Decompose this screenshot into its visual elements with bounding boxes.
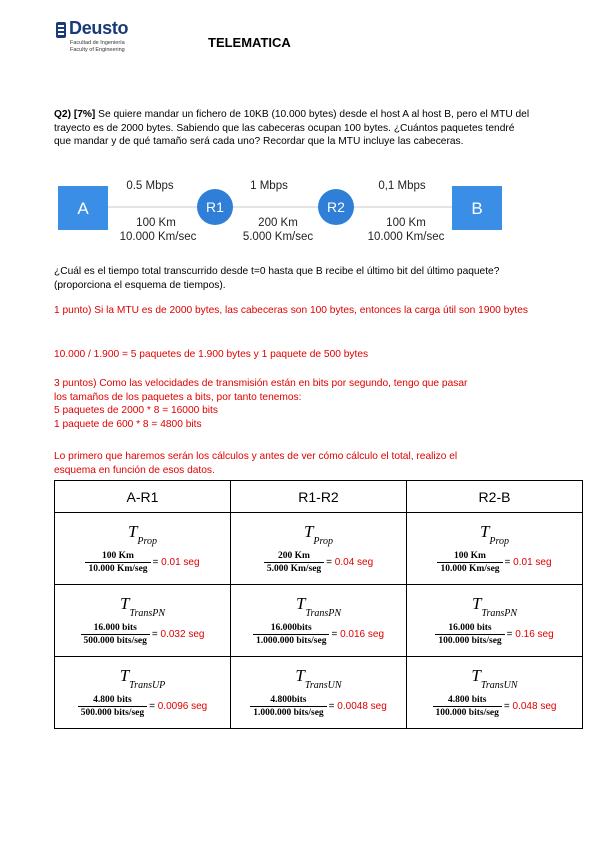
table-cell: $T_{Prop}$ $\frac{100 Km}{\text{10.000 Km/seg}}$ = 0.01 seg	[407, 513, 583, 585]
symbol-t: T	[479, 521, 490, 541]
table-cell: $T_{TransPN}$ $\frac{\text{16.000 bits}}{\text{500.000 bits/seg}}$ = 0.032 seg	[55, 585, 231, 657]
fraction-numerator: 16.000 bits	[93, 623, 137, 634]
fraction-denominator: 5.000 Km/seg	[264, 562, 324, 574]
fraction-denominator: 100.000 bits/seg	[433, 706, 502, 718]
table-cell: $T_{TransUN}$ $\frac{\text{4.800bits}}{\text{1.000.000 bits/seg}}$ = 0.0048 seg	[231, 657, 407, 729]
table-row	[55, 585, 583, 657]
formula-symbol	[304, 523, 333, 547]
shield-icon	[56, 22, 66, 38]
answer-p3-line-1: 3 puntos) Como las velocidades de transmisión están en bits por segundo, tengo que pasar	[54, 378, 468, 389]
symbol-t: T	[295, 593, 306, 613]
answer-p3-line-2: los tamaños de los paquetes a bits, por tanto tenemos:	[54, 391, 302, 403]
symbol-subscript: TransPN	[129, 608, 166, 620]
result-value: 0.048 seg	[512, 701, 557, 713]
table-header-row	[55, 481, 583, 513]
fraction-denominator: 1.000.000 bits/seg	[250, 706, 326, 718]
symbol-t: T	[119, 593, 130, 613]
symbol-t: T	[471, 665, 481, 685]
fraction	[437, 551, 502, 574]
logo-subtitle-line-2: Faculty of Engineering	[70, 46, 125, 53]
fraction-numerator: 200 Km	[278, 551, 310, 562]
answer-paragraph-2: 10.000 / 1.900 = 5 paquetes de 1.900 bytes y 1 paquete de 500 bytes	[54, 349, 369, 360]
fraction-numerator: 100 Km	[454, 551, 486, 562]
answer-paragraph-4	[54, 450, 554, 477]
result-value: 0.016 seg	[340, 629, 385, 641]
fraction-numerator: 4.800bits	[270, 695, 307, 706]
table-row	[55, 513, 583, 585]
symbol-t: T	[471, 593, 482, 613]
result-value: 0.16 seg	[515, 629, 554, 641]
fraction-denominator: 1.000.000 bits/seg	[253, 634, 329, 646]
symbol-subscript: TransPN	[305, 608, 342, 620]
result-value: 0.04 seg	[334, 557, 374, 569]
fraction	[85, 551, 150, 574]
link1-distance: 100 Km	[136, 217, 176, 229]
host-a-label: A	[77, 199, 89, 218]
fraction-numerator: 4.800 bits	[447, 695, 487, 706]
symbol-t: T	[119, 665, 130, 685]
column-header: R2-B	[407, 481, 583, 513]
router-r1-label: R1	[206, 199, 224, 215]
formula-symbol	[480, 523, 509, 547]
result-value: 0.0096 seg	[157, 701, 208, 713]
fraction-numerator: 16.000bits	[270, 623, 312, 634]
answer-paragraph-3	[54, 377, 554, 431]
fraction	[250, 695, 326, 718]
fraction-denominator: 500.000 bits/seg	[78, 706, 147, 718]
answer-p4-line-2: esquema en función de esos datos.	[54, 464, 215, 476]
answer-p3-line-3: 5 paquetes de 2000 * 8 = 16000 bits	[54, 405, 218, 417]
fraction-denominator: 10.000 Km/seg	[437, 562, 502, 574]
column-header: R1-R2	[231, 481, 407, 513]
link2-rate: 1 Mbps	[250, 180, 288, 192]
fraction-denominator: 500.000 bits/seg	[81, 634, 150, 646]
formula-symbol	[295, 667, 341, 691]
calculation-table	[54, 480, 583, 729]
symbol-subscript: Prop	[137, 536, 158, 548]
table-cell: $T_{TransPN}$ $\frac{\text{16.000 bits}}{\text{100.000 bits/seg}}$ = 0.16 seg	[407, 585, 583, 657]
symbol-t: T	[303, 521, 314, 541]
question-total-time: ¿Cuál es el tiempo total transcurrido desde t=0 hasta que B recibe el último bit del último paquete? (proporciona el esquema de tiempos).	[54, 266, 500, 291]
fraction	[253, 623, 329, 646]
table-cell: $T_{TransUP}$ $\frac{\text{4.800 bits}}{\text{500.000 bits/seg}}$ = 0.0096 seg	[55, 657, 231, 729]
question-label: Q2) [7%]	[54, 109, 96, 120]
symbol-subscript: TransUP	[129, 680, 166, 692]
question-text	[54, 108, 534, 149]
column-header: A-R1	[55, 481, 231, 513]
table-cell: $T_{Prop}$ $\frac{200 Km}{\text{5.000 Km/seg}}$ = 0.04 seg	[231, 513, 407, 585]
fraction-denominator: 10.000 Km/seg	[85, 562, 150, 574]
link1-speed: 10.000 Km/sec	[119, 231, 197, 243]
link3-speed: 10.000 Km/sec	[367, 231, 445, 243]
result-value: 0.032 seg	[160, 629, 205, 641]
symbol-subscript: TransPN	[481, 608, 518, 620]
fraction-numerator: 16.000 bits	[448, 623, 492, 634]
table-row	[55, 657, 583, 729]
document-title: TELEMATICA	[208, 35, 291, 50]
link2-distance: 200 Km	[258, 217, 298, 229]
fraction	[78, 695, 147, 718]
link2-speed: 5.000 Km/sec	[242, 231, 314, 243]
logo-subtitle-line-1: Facultad de Ingeniería	[70, 40, 125, 46]
fraction-denominator: 100.000 bits/seg	[435, 634, 504, 646]
fraction	[264, 551, 324, 574]
logo-name: Deusto	[69, 18, 129, 38]
symbol-t: T	[295, 665, 305, 685]
formula-symbol	[120, 667, 166, 691]
answer-p3-line-4: 1 paquete de 600 * 8 = 4800 bits	[54, 418, 202, 430]
symbol-subscript: TransUN	[480, 680, 518, 692]
table-cell: $T_{TransPN}$ $\frac{\text{16.000bits}}{\text{1.000.000 bits/seg}}$ = 0.016 seg	[231, 585, 407, 657]
symbol-subscript: TransUN	[304, 680, 342, 692]
fraction	[435, 623, 504, 646]
symbol-subscript: Prop	[313, 536, 334, 548]
table-cell: $T_{Prop}$ $\frac{100 Km}{\text{10.000 Km/seg}}$ = 0.01 seg	[55, 513, 231, 585]
table-cell: $T_{TransUN}$ $\frac{\text{4.800 bits}}{\text{100.000 bits/seg}}$ = 0.048 seg	[407, 657, 583, 729]
fraction	[433, 695, 502, 718]
question-body: Se quiere mandar un fichero de 10KB (10.000 bytes) desde el host A al host B, pero el MTU del trayecto es de 2000 bytes. Sabiendo que las cabeceras ocupan 100 bytes. ¿Cuántos paquetes tendré que mandar y de qué tamaño será cada uno? Recordar que la MTU incluye las cabeceras.	[54, 109, 530, 148]
host-b-label: B	[471, 199, 483, 218]
result-value: 0.01 seg	[161, 557, 200, 569]
link1-rate: 0.5 Mbps	[126, 180, 174, 192]
logo-subtitle	[70, 40, 150, 53]
link3-rate: 0,1 Mbps	[378, 180, 426, 192]
result-value: 0.01 seg	[513, 557, 552, 569]
symbol-t: T	[127, 521, 138, 541]
symbol-subscript: Prop	[489, 536, 510, 548]
formula-symbol	[128, 523, 157, 547]
answer-paragraph-1: 1 punto) Si la MTU es de 2000 bytes, las cabeceras son 100 bytes, entonces la carga útil son 1900 bytes	[54, 305, 528, 316]
formula-symbol	[120, 595, 165, 619]
fraction	[81, 623, 150, 646]
network-diagram	[56, 176, 550, 246]
result-value: 0.0048 seg	[337, 701, 387, 713]
router-r2-label: R2	[327, 199, 345, 215]
formula-symbol	[296, 595, 341, 619]
formula-symbol	[472, 595, 517, 619]
link3-distance: 100 Km	[386, 217, 426, 229]
fraction-numerator: 100 Km	[102, 551, 134, 562]
answer-p4-line-1: Lo primero que haremos serán los cálculos y antes de ver cómo cálculo el total, realizo el	[54, 451, 458, 462]
fraction-numerator: 4.800 bits	[93, 695, 132, 706]
formula-symbol	[471, 667, 517, 691]
